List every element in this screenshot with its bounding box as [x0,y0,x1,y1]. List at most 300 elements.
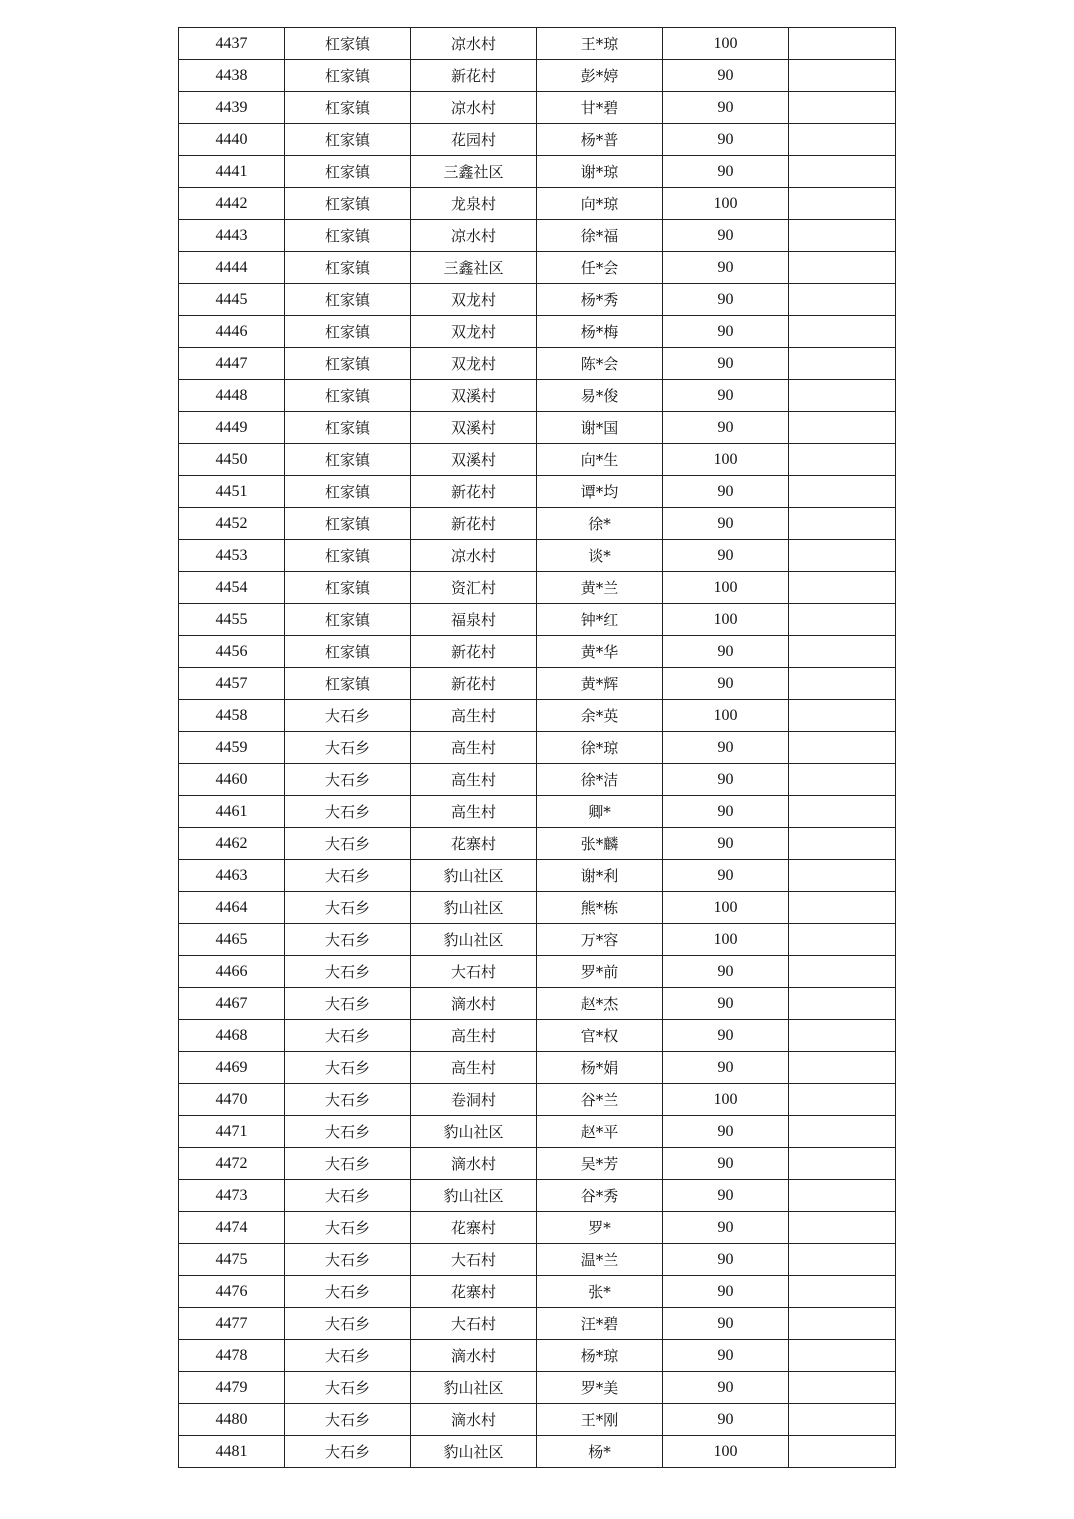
cell-note [789,892,896,924]
cell-id: 4438 [179,60,285,92]
cell-village: 新花村 [411,60,537,92]
cell-name: 杨*琼 [537,1340,663,1372]
cell-amount: 100 [663,444,789,476]
cell-name: 杨*普 [537,124,663,156]
cell-village: 高生村 [411,764,537,796]
table-row [179,1180,896,1212]
cell-name: 温*兰 [537,1244,663,1276]
cell-town: 杠家镇 [285,476,411,508]
table-row [179,380,896,412]
table-row [179,668,896,700]
cell-id: 4447 [179,348,285,380]
cell-name: 谭*均 [537,476,663,508]
cell-note [789,1180,896,1212]
cell-town: 大石乡 [285,1212,411,1244]
cell-name: 谷*秀 [537,1180,663,1212]
cell-town: 大石乡 [285,700,411,732]
cell-id: 4446 [179,316,285,348]
cell-id: 4448 [179,380,285,412]
cell-amount: 100 [663,188,789,220]
cell-amount: 90 [663,1212,789,1244]
cell-village: 大石村 [411,1308,537,1340]
cell-id: 4462 [179,828,285,860]
cell-id: 4460 [179,764,285,796]
cell-amount: 90 [663,60,789,92]
cell-note [789,28,896,60]
cell-name: 徐* [537,508,663,540]
cell-id: 4451 [179,476,285,508]
cell-note [789,700,896,732]
cell-village: 大石村 [411,956,537,988]
cell-village: 大石村 [411,1244,537,1276]
cell-name: 罗*前 [537,956,663,988]
cell-amount: 90 [663,796,789,828]
table-row [179,60,896,92]
cell-amount: 90 [663,124,789,156]
cell-id: 4445 [179,284,285,316]
cell-village: 资汇村 [411,572,537,604]
cell-town: 杠家镇 [285,220,411,252]
cell-amount: 90 [663,1116,789,1148]
cell-id: 4458 [179,700,285,732]
cell-town: 大石乡 [285,796,411,828]
cell-id: 4472 [179,1148,285,1180]
cell-name: 徐*琼 [537,732,663,764]
cell-name: 杨*娟 [537,1052,663,1084]
cell-id: 4471 [179,1116,285,1148]
cell-id: 4456 [179,636,285,668]
cell-town: 大石乡 [285,1244,411,1276]
table-row [179,284,896,316]
table-row [179,316,896,348]
cell-id: 4441 [179,156,285,188]
cell-name: 杨*梅 [537,316,663,348]
cell-amount: 90 [663,668,789,700]
cell-town: 大石乡 [285,1084,411,1116]
table-row [179,860,896,892]
cell-note [789,1404,896,1436]
cell-name: 陈*会 [537,348,663,380]
cell-name: 彭*婷 [537,60,663,92]
table-row [179,156,896,188]
cell-name: 杨*秀 [537,284,663,316]
table-row [179,188,896,220]
cell-name: 张* [537,1276,663,1308]
cell-note [789,284,896,316]
cell-id: 4474 [179,1212,285,1244]
cell-amount: 100 [663,1084,789,1116]
cell-town: 杠家镇 [285,156,411,188]
cell-id: 4468 [179,1020,285,1052]
cell-name: 王*琼 [537,28,663,60]
table-row [179,412,896,444]
cell-village: 龙泉村 [411,188,537,220]
cell-id: 4449 [179,412,285,444]
cell-name: 任*会 [537,252,663,284]
cell-village: 双龙村 [411,348,537,380]
cell-village: 双龙村 [411,284,537,316]
cell-village: 花寨村 [411,828,537,860]
cell-town: 杠家镇 [285,92,411,124]
cell-amount: 100 [663,892,789,924]
table-row [179,540,896,572]
cell-note [789,604,896,636]
cell-name: 徐*洁 [537,764,663,796]
table-row [179,1052,896,1084]
cell-village: 福泉村 [411,604,537,636]
cell-amount: 100 [663,604,789,636]
cell-note [789,1020,896,1052]
cell-note [789,572,896,604]
table-row [179,892,896,924]
cell-id: 4450 [179,444,285,476]
cell-amount: 90 [663,316,789,348]
cell-note [789,1308,896,1340]
cell-village: 双溪村 [411,412,537,444]
table-row [179,700,896,732]
cell-town: 杠家镇 [285,540,411,572]
table-row [179,508,896,540]
cell-id: 4467 [179,988,285,1020]
cell-village: 卷洞村 [411,1084,537,1116]
cell-note [789,1276,896,1308]
cell-village: 豹山社区 [411,1116,537,1148]
cell-village: 豹山社区 [411,860,537,892]
cell-note [789,828,896,860]
cell-id: 4478 [179,1340,285,1372]
cell-amount: 90 [663,1372,789,1404]
cell-note [789,316,896,348]
cell-note [789,924,896,956]
cell-id: 4455 [179,604,285,636]
cell-amount: 90 [663,92,789,124]
cell-id: 4465 [179,924,285,956]
cell-town: 杠家镇 [285,636,411,668]
cell-town: 大石乡 [285,1180,411,1212]
cell-town: 大石乡 [285,732,411,764]
cell-town: 杠家镇 [285,284,411,316]
table-body [179,28,896,1468]
cell-note [789,1244,896,1276]
cell-name: 谢*琼 [537,156,663,188]
cell-name: 谢*国 [537,412,663,444]
cell-amount: 90 [663,636,789,668]
cell-name: 黄*辉 [537,668,663,700]
cell-note [789,636,896,668]
cell-note [789,1116,896,1148]
cell-amount: 90 [663,1180,789,1212]
cell-town: 大石乡 [285,764,411,796]
cell-amount: 100 [663,572,789,604]
cell-village: 花园村 [411,124,537,156]
cell-amount: 90 [663,476,789,508]
cell-amount: 90 [663,540,789,572]
data-table [178,27,896,1468]
table-row [179,1116,896,1148]
cell-amount: 90 [663,220,789,252]
cell-amount: 100 [663,924,789,956]
cell-amount: 90 [663,156,789,188]
cell-town: 大石乡 [285,1404,411,1436]
cell-name: 万*容 [537,924,663,956]
cell-note [789,252,896,284]
cell-note [789,220,896,252]
cell-town: 大石乡 [285,1052,411,1084]
table-row [179,124,896,156]
cell-amount: 90 [663,828,789,860]
cell-town: 大石乡 [285,1148,411,1180]
cell-name: 卿* [537,796,663,828]
cell-town: 大石乡 [285,1020,411,1052]
cell-name: 余*英 [537,700,663,732]
cell-village: 豹山社区 [411,892,537,924]
cell-id: 4453 [179,540,285,572]
cell-name: 汪*碧 [537,1308,663,1340]
cell-amount: 90 [663,1052,789,1084]
cell-amount: 90 [663,956,789,988]
cell-id: 4464 [179,892,285,924]
cell-id: 4439 [179,92,285,124]
cell-amount: 90 [663,1340,789,1372]
table-row [179,988,896,1020]
cell-village: 高生村 [411,796,537,828]
cell-note [789,1084,896,1116]
cell-name: 甘*碧 [537,92,663,124]
cell-village: 滴水村 [411,1340,537,1372]
cell-id: 4480 [179,1404,285,1436]
cell-town: 大石乡 [285,956,411,988]
table-row [179,1020,896,1052]
cell-village: 双溪村 [411,444,537,476]
cell-village: 高生村 [411,732,537,764]
cell-id: 4452 [179,508,285,540]
cell-amount: 90 [663,1244,789,1276]
table-row [179,1372,896,1404]
table-row [179,1244,896,1276]
cell-note [789,764,896,796]
cell-town: 杠家镇 [285,412,411,444]
cell-id: 4470 [179,1084,285,1116]
cell-town: 杠家镇 [285,604,411,636]
cell-amount: 90 [663,1404,789,1436]
cell-name: 杨* [537,1436,663,1468]
table-row [179,1084,896,1116]
cell-town: 杠家镇 [285,572,411,604]
cell-name: 罗* [537,1212,663,1244]
cell-note [789,444,896,476]
cell-id: 4466 [179,956,285,988]
cell-village: 新花村 [411,668,537,700]
table-row [179,28,896,60]
cell-town: 大石乡 [285,988,411,1020]
cell-village: 三鑫社区 [411,156,537,188]
cell-name: 官*权 [537,1020,663,1052]
cell-name: 罗*美 [537,1372,663,1404]
cell-name: 张*麟 [537,828,663,860]
cell-note [789,1340,896,1372]
table-row [179,924,896,956]
cell-name: 黄*华 [537,636,663,668]
table-row [179,1276,896,1308]
cell-id: 4469 [179,1052,285,1084]
table-row [179,252,896,284]
cell-town: 杠家镇 [285,668,411,700]
cell-note [789,156,896,188]
cell-id: 4476 [179,1276,285,1308]
cell-town: 大石乡 [285,892,411,924]
cell-note [789,348,896,380]
cell-amount: 100 [663,1436,789,1468]
cell-name: 易*俊 [537,380,663,412]
table-row [179,828,896,860]
table-row [179,220,896,252]
cell-amount: 90 [663,348,789,380]
cell-id: 4442 [179,188,285,220]
cell-name: 王*刚 [537,1404,663,1436]
cell-id: 4444 [179,252,285,284]
cell-village: 凉水村 [411,28,537,60]
cell-note [789,188,896,220]
cell-name: 谢*利 [537,860,663,892]
cell-village: 凉水村 [411,220,537,252]
cell-village: 双溪村 [411,380,537,412]
cell-id: 4454 [179,572,285,604]
cell-id: 4475 [179,1244,285,1276]
cell-note [789,540,896,572]
table-row [179,572,896,604]
cell-village: 滴水村 [411,1148,537,1180]
cell-name: 谷*兰 [537,1084,663,1116]
cell-name: 黄*兰 [537,572,663,604]
cell-town: 大石乡 [285,1372,411,1404]
cell-note [789,60,896,92]
cell-amount: 90 [663,412,789,444]
cell-town: 杠家镇 [285,380,411,412]
cell-village: 高生村 [411,1020,537,1052]
cell-name: 钟*红 [537,604,663,636]
cell-amount: 90 [663,508,789,540]
cell-amount: 90 [663,1148,789,1180]
cell-village: 豹山社区 [411,1372,537,1404]
table-row [179,1340,896,1372]
table-row [179,444,896,476]
cell-name: 向*琼 [537,188,663,220]
cell-id: 4457 [179,668,285,700]
cell-village: 豹山社区 [411,924,537,956]
cell-note [789,668,896,700]
cell-village: 凉水村 [411,92,537,124]
table-row [179,764,896,796]
cell-amount: 100 [663,700,789,732]
cell-village: 滴水村 [411,1404,537,1436]
cell-note [789,92,896,124]
cell-town: 大石乡 [285,860,411,892]
table-row [179,956,896,988]
cell-amount: 90 [663,764,789,796]
table-row [179,92,896,124]
cell-id: 4440 [179,124,285,156]
cell-name: 吴*芳 [537,1148,663,1180]
cell-village: 三鑫社区 [411,252,537,284]
cell-name: 赵*杰 [537,988,663,1020]
cell-village: 凉水村 [411,540,537,572]
cell-town: 大石乡 [285,924,411,956]
cell-note [789,860,896,892]
table-row [179,1436,896,1468]
cell-amount: 90 [663,284,789,316]
cell-amount: 90 [663,1020,789,1052]
cell-name: 熊*栋 [537,892,663,924]
cell-note [789,1212,896,1244]
cell-village: 花寨村 [411,1212,537,1244]
table-row [179,604,896,636]
cell-id: 4437 [179,28,285,60]
cell-note [789,508,896,540]
cell-village: 高生村 [411,1052,537,1084]
cell-note [789,1052,896,1084]
table-row [179,348,896,380]
cell-id: 4463 [179,860,285,892]
cell-note [789,124,896,156]
cell-town: 杠家镇 [285,124,411,156]
cell-town: 杠家镇 [285,316,411,348]
cell-note [789,476,896,508]
cell-note [789,1148,896,1180]
table-row [179,796,896,828]
cell-amount: 90 [663,732,789,764]
cell-village: 豹山社区 [411,1180,537,1212]
cell-town: 大石乡 [285,1308,411,1340]
cell-village: 新花村 [411,508,537,540]
table-row [179,476,896,508]
cell-village: 双龙村 [411,316,537,348]
cell-id: 4443 [179,220,285,252]
cell-town: 大石乡 [285,1340,411,1372]
cell-name: 徐*福 [537,220,663,252]
cell-note [789,956,896,988]
cell-town: 大石乡 [285,1116,411,1148]
cell-amount: 100 [663,28,789,60]
cell-town: 杠家镇 [285,60,411,92]
cell-id: 4481 [179,1436,285,1468]
table-row [179,1308,896,1340]
cell-town: 杠家镇 [285,508,411,540]
cell-town: 杠家镇 [285,28,411,60]
cell-village: 高生村 [411,700,537,732]
cell-note [789,1372,896,1404]
cell-amount: 90 [663,252,789,284]
cell-amount: 90 [663,1276,789,1308]
cell-town: 大石乡 [285,828,411,860]
table-row [179,732,896,764]
cell-village: 新花村 [411,636,537,668]
table-row [179,1148,896,1180]
cell-name: 向*生 [537,444,663,476]
cell-amount: 90 [663,860,789,892]
cell-note [789,732,896,764]
cell-id: 4461 [179,796,285,828]
cell-town: 大石乡 [285,1276,411,1308]
cell-village: 滴水村 [411,988,537,1020]
cell-note [789,1436,896,1468]
cell-town: 杠家镇 [285,444,411,476]
cell-village: 豹山社区 [411,1436,537,1468]
cell-note [789,412,896,444]
cell-id: 4479 [179,1372,285,1404]
cell-id: 4473 [179,1180,285,1212]
table-row [179,636,896,668]
cell-amount: 90 [663,380,789,412]
